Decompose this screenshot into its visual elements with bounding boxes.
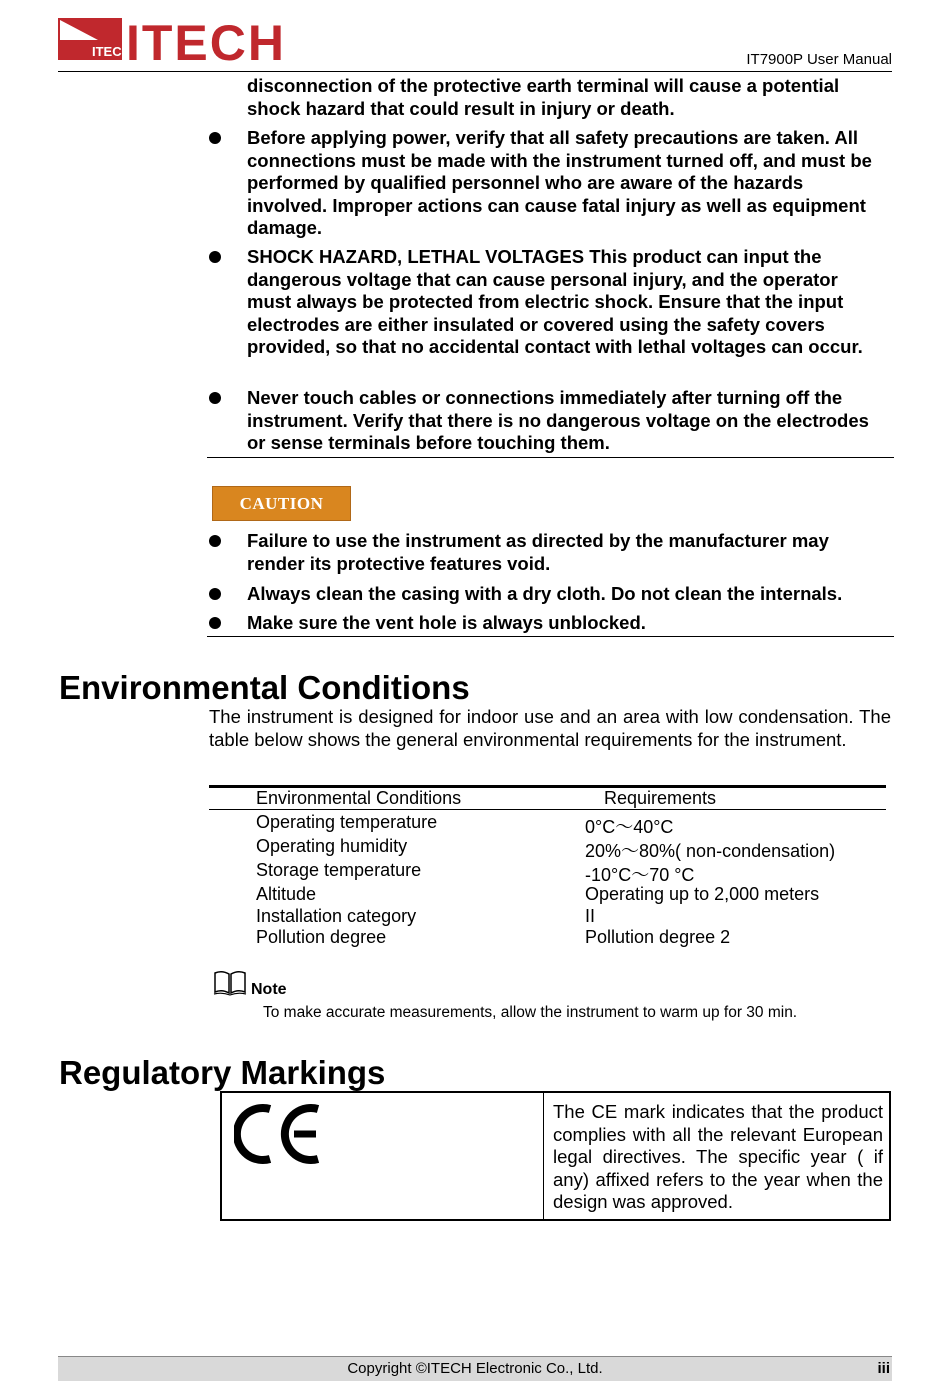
bullet-icon <box>209 617 221 629</box>
bullet-icon <box>209 535 221 547</box>
table-cell-requirement: Operating up to 2,000 meters <box>585 884 820 904</box>
manual-title: IT7900P User Manual <box>746 51 892 68</box>
bullet-icon <box>209 392 221 404</box>
bullet-icon <box>209 588 221 600</box>
warning-item: Before applying power, verify that all safety precautions are taken. All connections must be made with the instrument turned off, and must be performed by qualified personnel who are aware of the hazards involved. Improper actions can cause fatal injury as well as equipment damage. <box>247 127 872 239</box>
footer <box>58 1356 892 1381</box>
section-heading-environmental: Environmental Conditions <box>59 669 470 706</box>
note-label: Note <box>251 981 287 998</box>
copyright: Copyright ©ITECH Electronic Co., Ltd. <box>347 1360 603 1377</box>
table-cell-requirement: 0°C～40°C <box>585 817 674 837</box>
environmental-intro: The instrument is designed for indoor use and an area with low condensation. The table below shows the general environmental requirements for the instrument. <box>209 706 891 750</box>
warning-item: Never touch cables or connections immediately after turning off the instrument. Verify that there is no dangerous voltage on the electrodes or sense terminals before touching them. <box>247 387 869 454</box>
logo-mark-text: ITECH <box>92 44 131 59</box>
ce-description: The CE mark indicates that the product complies with all the relevant European legal directives. The specific year ( if any) affixed refers to the year when the design was approved. <box>553 1101 883 1213</box>
section-heading-regulatory: Regulatory Markings <box>59 1054 386 1091</box>
table-cell-requirement: Pollution degree 2 <box>585 927 731 947</box>
ce-mark-icon <box>234 1101 320 1167</box>
caution-item: Always clean the casing with a dry cloth. Do not clean the internals. <box>247 583 843 604</box>
table-cell-condition: Operating humidity <box>256 836 408 856</box>
table-cell-condition: Operating temperature <box>256 812 438 832</box>
table-header-rule <box>209 809 886 810</box>
warning-item: SHOCK HAZARD, LETHAL VOLTAGES This product can input the dangerous voltage that can cause personal injury, and the operator must always be protected from electric shock. Ensure that the input electrodes are either insulated or covered using the safety covers provided, so that no accidental contact with lethal voltages can occur. <box>247 246 863 358</box>
table-cell-condition: Storage temperature <box>256 860 422 880</box>
divider <box>207 457 894 458</box>
table-cell-condition: Altitude <box>256 884 317 904</box>
page-number: iii <box>877 1360 890 1377</box>
table-cell-requirement: II <box>585 906 596 926</box>
table-cell-requirement: -10°C～70 °C <box>585 865 695 885</box>
table-cell-requirement: 20%～80%( non-condensation) <box>585 841 836 861</box>
book-icon <box>213 970 247 996</box>
table-cell-condition: Installation category <box>256 906 417 926</box>
bullet-icon <box>209 132 221 144</box>
table-divider <box>543 1093 544 1219</box>
table-cell-condition: Pollution degree <box>256 927 387 947</box>
logo-wordmark: ITECH <box>126 16 286 66</box>
regulatory-table <box>220 1091 891 1221</box>
caution-item: Make sure the vent hole is always unblocked. <box>247 612 646 633</box>
bullet-icon <box>209 251 221 263</box>
note-text: To make accurate measurements, allow the instrument to warm up for 30 min. <box>263 1004 798 1021</box>
caution-item: Failure to use the instrument as directed by the manufacturer may render its protective features void. <box>247 530 829 574</box>
warning-continuation: disconnection of the protective earth terminal will cause a potential shock hazard that could result in injury or death. <box>247 75 840 119</box>
divider <box>207 636 894 637</box>
table-header: Requirements <box>604 788 717 808</box>
table-header: Environmental Conditions <box>256 788 462 808</box>
itech-logo <box>58 16 298 66</box>
header-rule <box>58 71 892 72</box>
caution-badge: CAUTION <box>212 486 351 521</box>
